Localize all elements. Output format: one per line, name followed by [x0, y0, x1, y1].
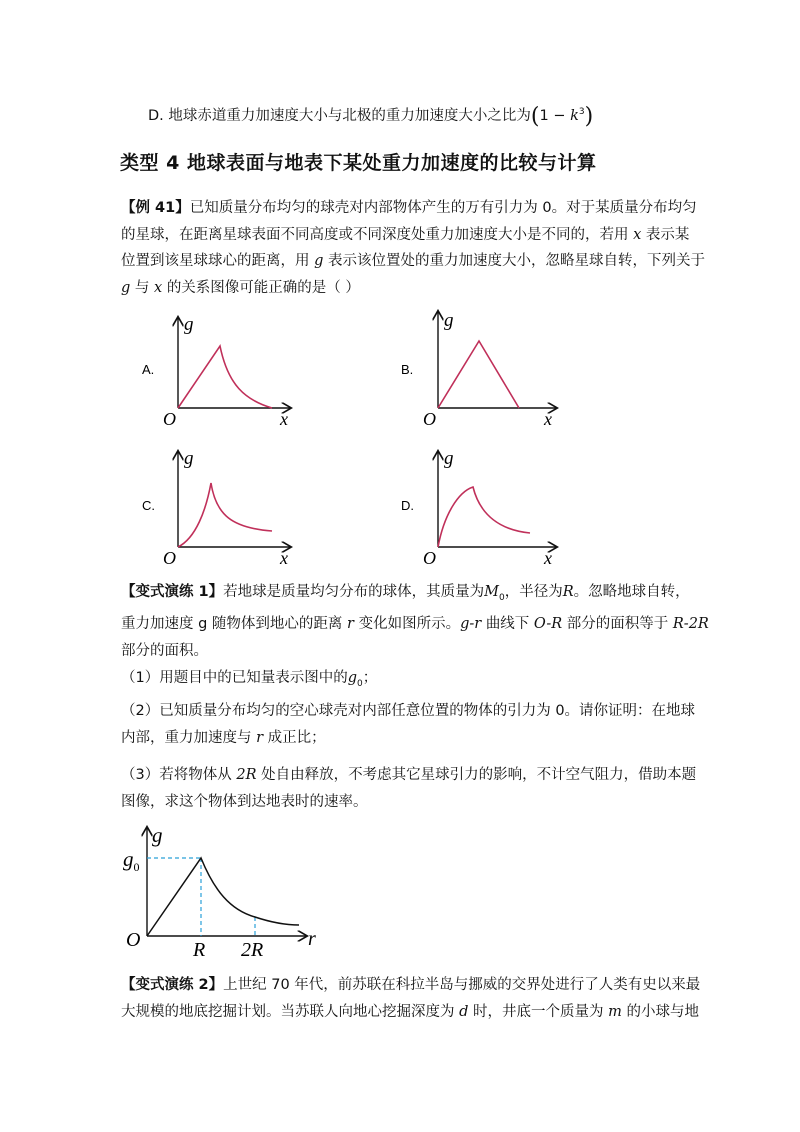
graph-b-curve	[438, 341, 519, 408]
graph-b-x-label: x	[544, 409, 552, 429]
graph-a-label: A.	[142, 362, 155, 377]
section-title: 类型 4 地球表面与地表下某处重力加速度的比较与计算	[120, 152, 597, 174]
example-line-3: 位置到该星球球心的距离，用	[121, 253, 310, 269]
graph-a-origin: O	[163, 409, 176, 429]
graph-d-curve	[438, 487, 530, 547]
drill-2-tag: 【变式演练 2】	[121, 977, 224, 993]
graph-b-g-label: g	[444, 310, 454, 331]
graph-c	[142, 448, 290, 568]
example-41: 【例 41】已知质量分布均匀的球壳对内部物体产生的万有引力为 0。对于某质量分布均匀 的星球，在距离星球表面不同高度或不同深度处重力加速度大小是不同的，若用 x 表示某 位置到该星球球心的距离，用 g 表示该位置处的重力加速度大小，忽略星球自转，下列关于 g 与 x 的关系图像可能正确的是（ ）	[121, 200, 706, 296]
graph-c-label: C.	[142, 498, 155, 513]
gr-origin: O	[126, 929, 141, 951]
gr-graph	[123, 823, 316, 961]
graph-d-label: D.	[401, 498, 414, 513]
graph-c-curve	[178, 483, 272, 547]
graph-b-origin: O	[423, 409, 436, 429]
option-d: D. 地球赤道重力加速度大小与北极的重力加速度大小之比为$(1 - k^3)$	[148, 103, 594, 129]
graph-c-origin: O	[163, 548, 176, 568]
gr-tick-r: R	[193, 939, 206, 961]
graph-d	[401, 448, 556, 568]
graph-c-g-label: g	[184, 448, 194, 469]
graph-b	[401, 310, 556, 429]
graph-d-x-label: x	[544, 548, 552, 568]
graph-c-x-label: x	[280, 548, 288, 568]
gr-g-label: g	[152, 823, 163, 847]
option-d-text: 地球赤道重力加速度大小与北极的重力加速度大小之比为	[168, 107, 531, 124]
graph-a	[142, 314, 290, 429]
drill-2: 【变式演练 2】上世纪 70 年代，前苏联在科拉半岛与挪威的交界处进行了人类有史以来最 大规模的地底挖掘计划。当苏联人向地心挖掘深度为 d 时，井底一个质量为 m 的小球与地	[121, 977, 701, 1020]
gr-tick-2r: 2R	[241, 939, 264, 961]
drill-1-q2: （2）已知质量分布均匀的空心球壳对内部任意位置的物体的引力为 0。请你证明：在地球 内部，重力加速度与 r 成正比；	[121, 703, 696, 746]
example-tag: 【例 41】	[121, 200, 190, 216]
graph-a-g-label: g	[184, 314, 194, 335]
drill-1-tag: 【变式演练 1】	[121, 584, 224, 600]
gr-x-label: r	[308, 928, 316, 950]
drill-1-q3: （3）若将物体从 2R 处自由释放，不考虑其它星球引力的影响，不计空气阻力，借助本题 图像，求这个物体到达地表时的速率。	[121, 767, 697, 810]
expr-exp: 3	[578, 107, 585, 117]
example-line-2: 的星球，在距离星球表面不同高度或不同深度处重力加速度大小是不同的，若用	[121, 226, 629, 243]
option-d-label: D.	[148, 107, 164, 124]
drill-1: 【变式演练 1】若地球是质量均匀分布的球体，其质量为$M_0$，半径为R。忽略地球自转， 重力加速度 g 随物体到地心的距离 r 变化如图所示。g-r 曲线下 O-R 部分的面积等于 R-2R 部分的面积。	[121, 584, 709, 659]
graph-d-origin: O	[423, 548, 436, 568]
drill-1-q1: （1）用题目中的已知量表示图中的$g_0$；	[121, 670, 378, 689]
graph-b-label: B.	[401, 362, 414, 377]
example-line-1: 已知质量分布均匀的球壳对内部物体产生的万有引力为 0。对于某质量分布均匀	[189, 200, 697, 216]
graph-d-g-label: g	[444, 448, 454, 469]
gr-g0-label: $g_0$	[123, 847, 140, 874]
example-line-4: 的关系图像可能正确的是（ ）	[166, 279, 360, 296]
gr-curve	[147, 858, 299, 936]
expr-one: 1	[539, 107, 549, 124]
expr-minus: −	[548, 107, 571, 124]
graph-a-curve	[178, 346, 272, 408]
graph-a-x-label: x	[280, 409, 288, 429]
expr-k: k	[570, 107, 579, 124]
drill-1-line-3: 部分的面积。	[121, 642, 208, 659]
